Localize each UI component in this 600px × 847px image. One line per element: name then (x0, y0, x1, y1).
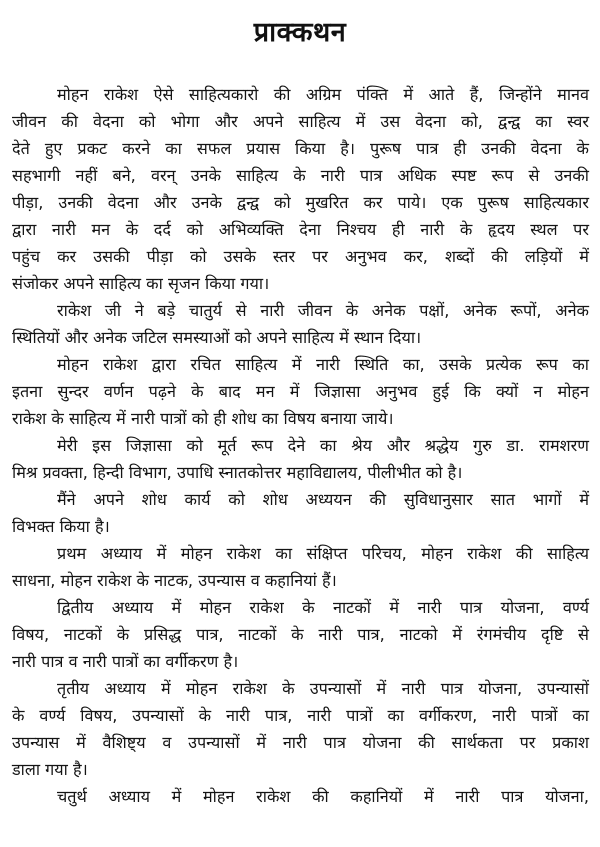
paragraph-1-line-8: संजोकर अपने साहित्य का सृजन किया गया। (12, 274, 270, 293)
paragraph-8-line-1: तृतीय अध्याय में मोहन राकेश के उपन्यासों में नारी पात्र योजना, उपन्यासों (57, 679, 589, 698)
paragraph-2-line-2: स्थितियों और अनेक जटिल समस्याओं को अपने साहित्य में स्थान दिया। (12, 328, 422, 347)
paragraph-5-line-2: विभक्त किया है। (12, 517, 110, 536)
paragraph-1-line-5: पीड़ा, उनकी वेदना और उनके द्वन्द्व को मुखरित कर पाये। एक पुरूष साहित्यकार (12, 193, 589, 212)
paragraph-7-line-3: नारी पात्र व नारी पात्रों का वर्गीकरण है। (12, 652, 239, 671)
paragraph-1-line-4: सहभागी नहीं बने, वरन् उनके साहित्य के नारी पात्र अधिक स्पष्ट रूप से उनकी (12, 166, 589, 185)
paragraph-9-line-1: चतुर्थ अध्याय में मोहन राकेश की कहानियों में नारी पात्र योजना, (57, 787, 589, 806)
paragraph-1-line-2: जीवन की वेदना को भोगा और अपने साहित्य में उस वेदना को, द्वन्द्व का स्वर (12, 112, 589, 131)
paragraph-1-line-1: मोहन राकेश ऐसे साहित्यकारो की अग्रिम पंक्ति में आते हैं, जिन्होंने मानव (57, 85, 589, 104)
page-title: प्राक्कथन (253, 17, 347, 48)
paragraph-3-line-3: राकेश के साहित्य में नारी पात्रों को ही शोध का विषय बनाया जाये। (12, 409, 394, 428)
paragraph-6-line-1: प्रथम अध्याय में मोहन राकेश का संक्षिप्त परिचय, मोहन राकेश की साहित्य (57, 544, 589, 563)
paragraph-8-line-4: डाला गया है। (12, 760, 88, 779)
paragraph-8-line-2: के वर्ण्य विषय, उपन्यासों के नारी पात्र, नारी पात्रों का वर्गीकरण, नारी पात्रों का (12, 706, 589, 725)
paragraph-4-line-2: मिश्र प्रवक्ता, हिन्दी विभाग, उपाधि स्नातकोत्तर महाविद्यालय, पीलीभीत को है। (12, 463, 463, 482)
paragraph-4-line-1: मेरी इस जिज्ञासा को मूर्त रूप देने का श्रेय और श्रद्धेय गुरु डा. रामशरण (57, 436, 589, 455)
paragraph-1-line-6: द्वारा नारी मन के दर्द को अभिव्यक्ति देना निश्चय ही नारी के हृदय स्थल पर (12, 220, 589, 239)
paragraph-1-line-3: देते हुए प्रकट करने का सफल प्रयास किया है। पुरूष पात्र ही उनकी वेदना के (12, 139, 589, 158)
paragraph-2-line-1: राकेश जी ने बड़े चातुर्य से नारी जीवन के अनेक पक्षों, अनेक रूपों, अनेक (57, 301, 589, 320)
paragraph-7-line-1: द्वितीय अध्याय में मोहन राकेश के नाटकों में नारी पात्र योजना, वर्ण्य (57, 598, 589, 617)
paragraph-8-line-3: उपन्यास में वैशिष्ट्य व उपन्यासों में नारी पात्र योजना की सार्थकता पर प्रकाश (12, 733, 589, 752)
paragraph-7-line-2: विषय, नाटकों के प्रसिद्ध पात्र, नाटकों के नारी पात्र, नाटको में रंगमंचीय दृष्टि से (12, 625, 589, 644)
paragraph-6-line-2: साधना, मोहन राकेश के नाटक, उपन्यास व कहानियां हैं। (12, 571, 337, 590)
paragraph-3-line-2: इतना सुन्दर वर्णन पढ़ने के बाद मन में जिज्ञासा अनुभव हुई कि क्यों न मोहन (12, 382, 589, 401)
paragraph-5-line-1: मैंने अपने शोध कार्य को शोध अध्ययन की सुविधानुसार सात भागों में (57, 490, 589, 509)
paragraph-3-line-1: मोहन राकेश द्वारा रचित साहित्य में नारी स्थिति का, उसके प्रत्येक रूप का (57, 355, 589, 374)
paragraph-1-line-7: पहुंच कर उसकी पीड़ा को उसके स्तर पर अनुभव कर, शब्दों की लड़ियों में (12, 247, 589, 266)
